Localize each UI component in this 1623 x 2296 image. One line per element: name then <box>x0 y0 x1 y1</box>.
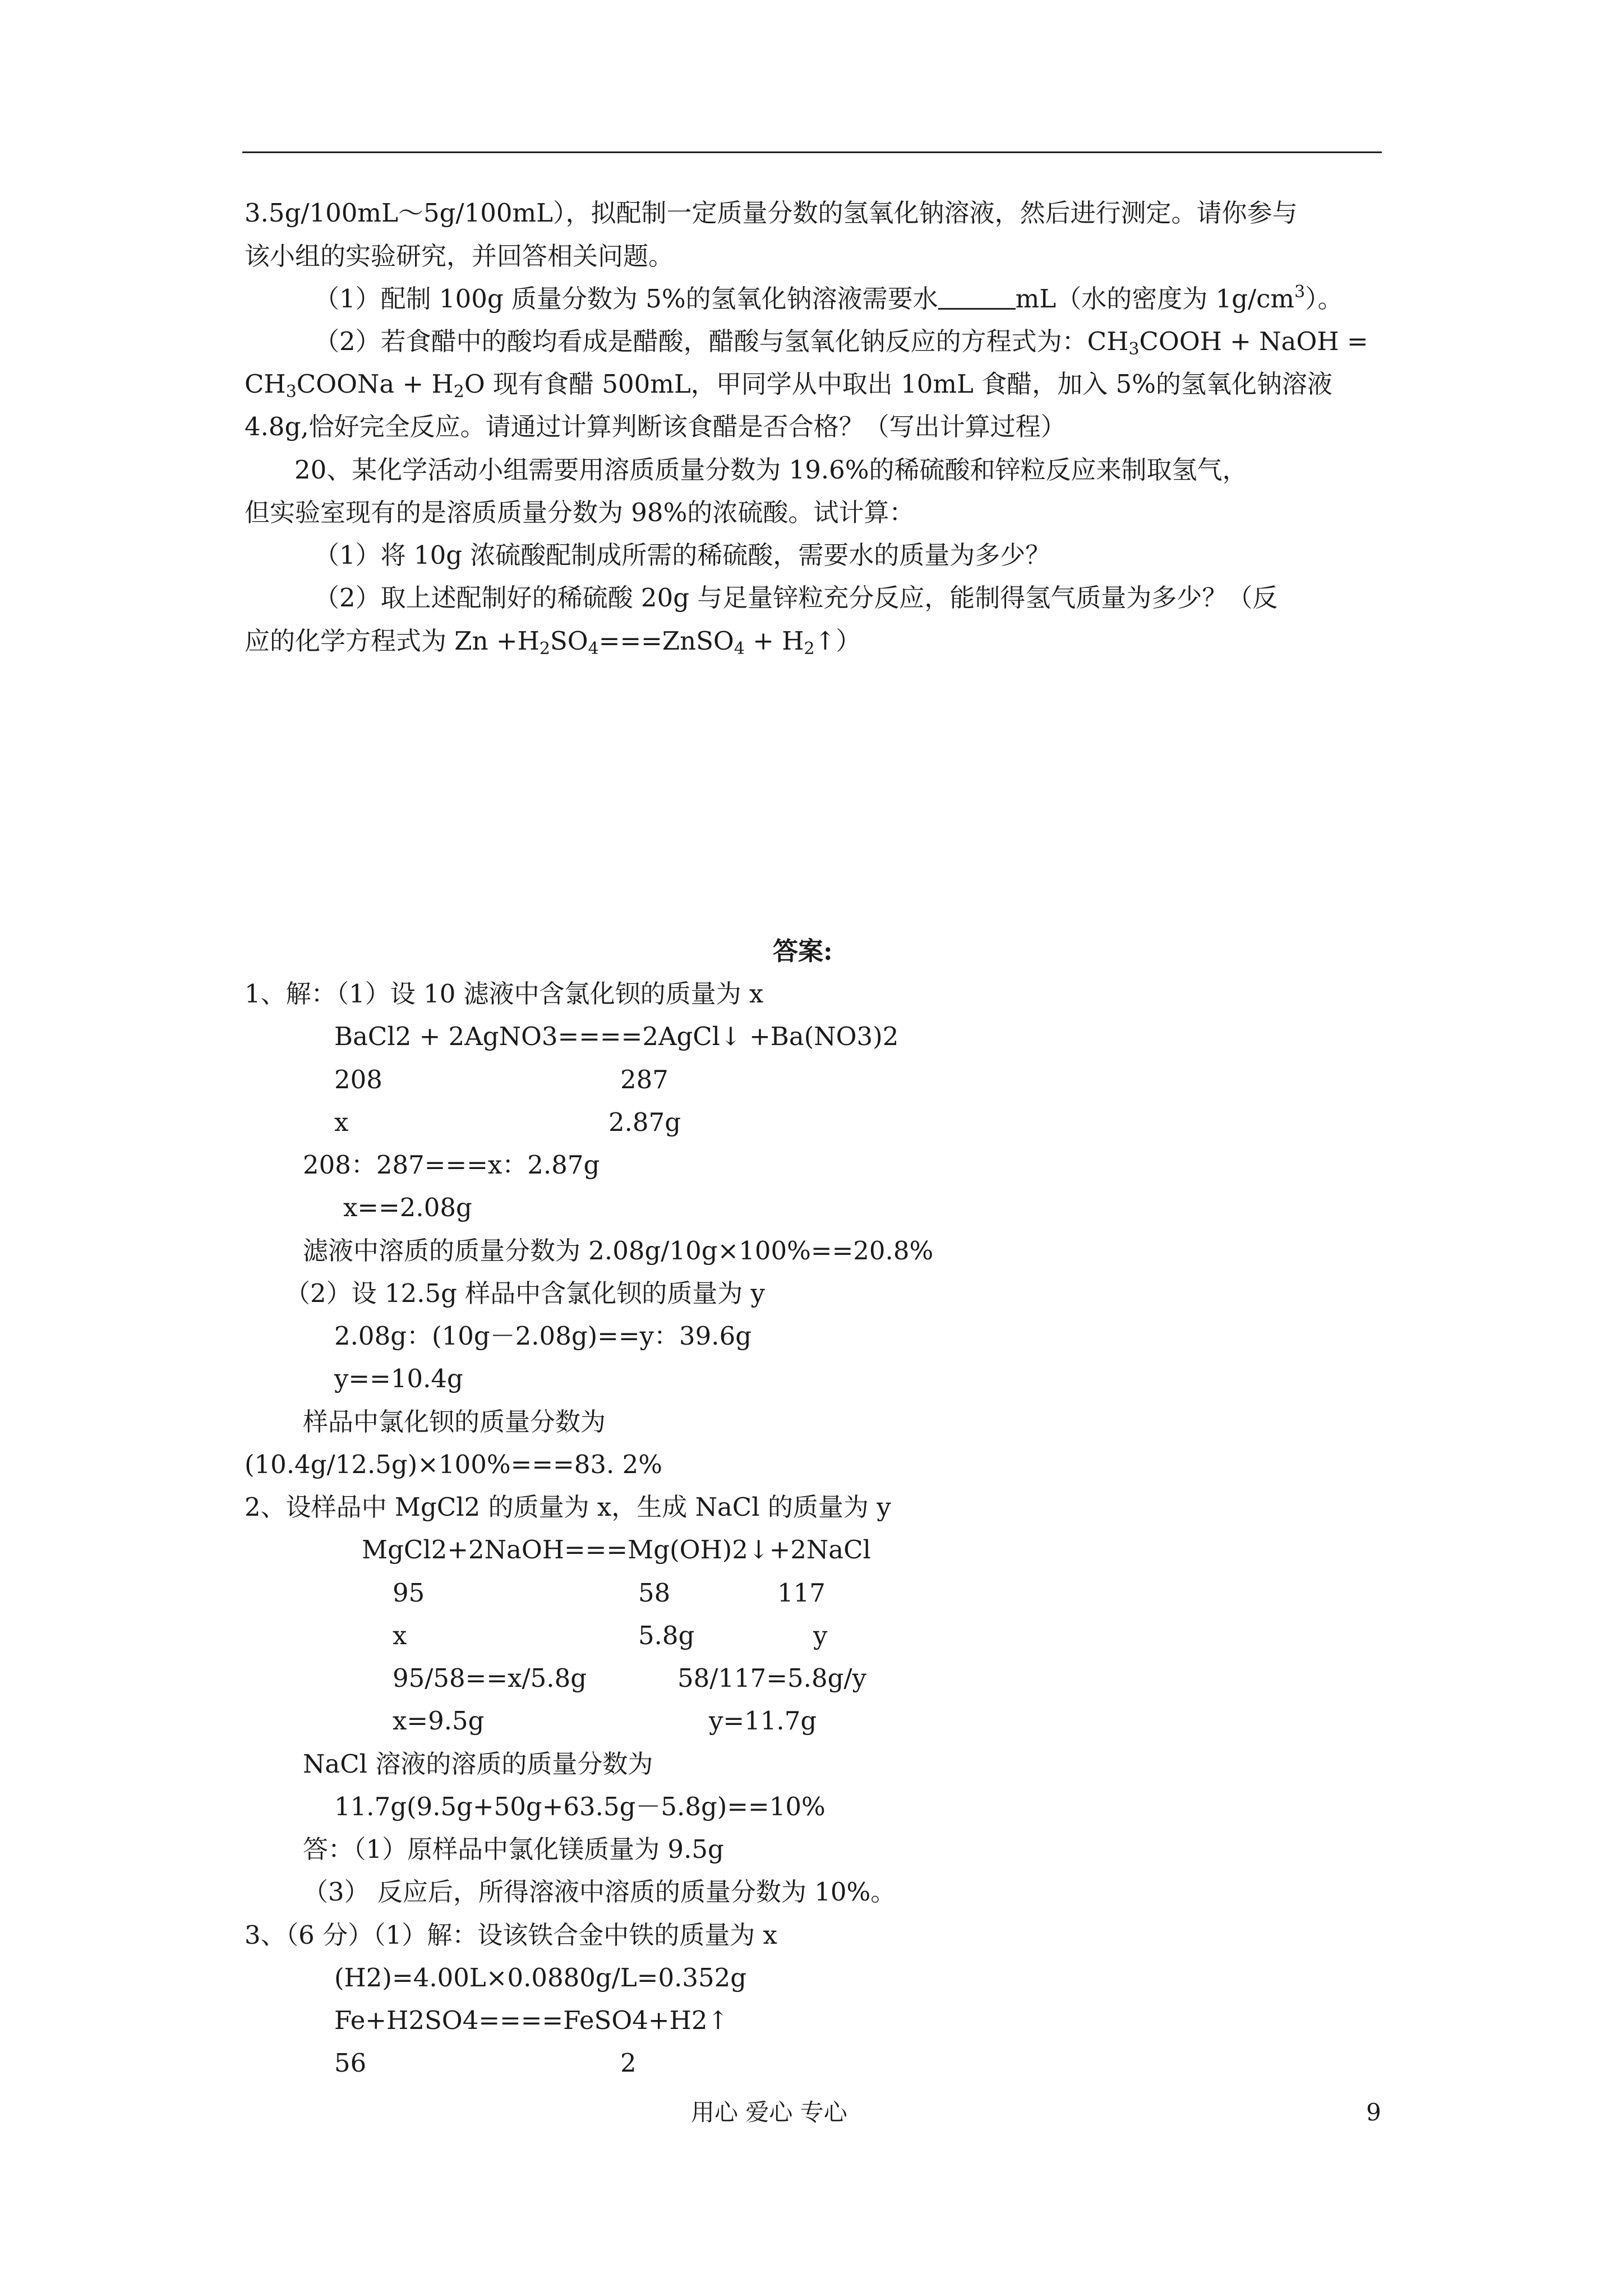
q20-eq-b: SO <box>550 626 588 656</box>
answer-3-mass-2: 2 <box>620 2048 637 2078</box>
answer-2-x: x=9.5g <box>393 1706 485 1736</box>
answer-1-result: (10.4g/12.5g)×100%===83. 2% <box>245 1450 663 1479</box>
answer-2-var-1: x <box>393 1621 407 1650</box>
question-part-2-line-2 <box>245 369 1332 400</box>
answers-heading: 答案: <box>773 936 833 966</box>
answer-1-fraction: 滤液中溶质的质量分数为 2.08g/10g×100%==20.8% <box>303 1236 934 1266</box>
answer-1-equation: BaCl2 + 2AgNO3====2AgCl↓ +Ba(NO3)2 <box>334 1022 899 1051</box>
answer-1-part-2-equation: 2.08g：(10g－2.08g)==y：39.6g <box>334 1321 752 1351</box>
q20-eq-sub3: 4 <box>734 639 745 659</box>
question-20-part-2: （2）取上述配制好的稀硫酸 20g 与足量锌粒充分反应，能制得氢气质量为多少？（反 <box>314 583 1278 613</box>
answer-1-ratio: 208：287===x：2.87g <box>303 1150 600 1180</box>
q20-eq-sub2: 4 <box>588 639 599 659</box>
q2-text-b3: O 现有食醋 500mL，甲同学从中取出 10mL 食醋，加入 5%的氢氧化钠溶液 <box>464 369 1332 399</box>
question-line-2: 该小组的实验研究，并回答相关问题。 <box>245 241 674 271</box>
question-20-equation <box>245 625 861 657</box>
answer-2-calc: 11.7g(9.5g+50g+63.5g－5.8g)==10% <box>334 1792 826 1821</box>
answer-1-mass-2: 287 <box>620 1065 668 1094</box>
answer-2-ratio-1: 95/58==x/5.8g <box>393 1663 587 1693</box>
q2-text-b1: CH <box>245 369 286 399</box>
q1-superscript: 3 <box>1294 282 1306 302</box>
answer-blank <box>938 287 1016 310</box>
question-20-line-1: 20、某化学活动小组需要用溶质质量分数为 19.6%的稀硫酸和锌粒反应来制取氢气， <box>294 455 1248 485</box>
answer-2-title: 2、设样品中 MgCl2 的质量为 x，生成 NaCl 的质量为 y <box>245 1492 891 1522</box>
q2-sub-b2: 2 <box>453 382 464 402</box>
q20-eq-sub4: 2 <box>804 639 815 659</box>
question-line-1: 3.5g/100mL～5g/100mL），拟配制一定质量分数的氢氧化钠溶液，然后进行测定。请你参与 <box>245 198 1298 228</box>
answer-2-conclusion-1: 答：（1）原样品中氯化镁质量为 9.5g <box>303 1834 724 1864</box>
question-part-2-line-3: 4.8g,恰好完全反应。请通过计算判断该食醋是否合格？（写出计算过程） <box>245 412 1066 441</box>
answer-1-x: x==2.08g <box>343 1193 472 1222</box>
answer-1-var-2: 2.87g <box>608 1107 681 1137</box>
q2-sub-a: 3 <box>1128 339 1140 359</box>
q1-end: ）。 <box>1305 284 1343 314</box>
answer-3-mass-1: 56 <box>334 2048 367 2078</box>
page-number: 9 <box>1366 2099 1381 2126</box>
footer-motto: 用心 爱心 专心 <box>691 2099 847 2126</box>
question-part-2-line-1 <box>314 326 1368 357</box>
answer-2-mass-1: 95 <box>393 1578 425 1608</box>
q1-text: （1）配制 100g 质量分数为 5%的氢氧化钠溶液需要水 <box>314 284 938 314</box>
answer-3-equation: Fe+H2SO4====FeSO4+H2↑ <box>334 2005 729 2035</box>
q2-text-b2: COONa + H <box>296 369 454 399</box>
q2-text-a: （2）若食醋中的酸均看成是醋酸，醋酸与氢氧化钠反应的方程式为：CH <box>314 326 1129 356</box>
answer-2-conclusion-3: （3） 反应后，所得溶液中溶质的质量分数为 10%。 <box>303 1877 896 1907</box>
answer-2-var-3: y <box>813 1621 828 1650</box>
answer-1-var-1: x <box>334 1107 349 1137</box>
answer-1-mass-1: 208 <box>334 1065 382 1094</box>
q20-eq-sub1: 2 <box>539 639 550 659</box>
question-20-line-2: 但实验室现有的是溶质质量分数为 98%的浓硫酸。试计算： <box>245 498 915 527</box>
answer-2-nacl: NaCl 溶液的溶质的质量分数为 <box>303 1749 653 1779</box>
header-rule <box>242 151 1382 153</box>
q20-eq-e: ↑） <box>814 626 861 656</box>
answer-2-mass-3: 117 <box>777 1578 826 1608</box>
q20-eq-a: 应的化学方程式为 Zn +H <box>245 626 540 656</box>
question-part-1 <box>314 283 1343 315</box>
answer-1-sample: 样品中氯化钡的质量分数为 <box>303 1407 606 1437</box>
q2-sub-b1: 3 <box>285 382 297 402</box>
question-20-part-1: （1）将 10g 浓硫酸配制成所需的稀硫酸，需要水的质量为多少？ <box>314 540 1051 570</box>
answer-2-equation: MgCl2+2NaOH===Mg(OH)2↓+2NaCl <box>362 1535 871 1565</box>
answer-1-part-2: （2）设 12.5g 样品中含氯化钡的质量为 y <box>285 1278 765 1308</box>
answer-3-title: 3、（6 分）（1）解：设该铁合金中铁的质量为 x <box>245 1920 777 1950</box>
answer-2-var-2: 5.8g <box>638 1621 695 1650</box>
q1-unit: mL（水的密度为 1g/cm <box>1015 284 1294 314</box>
answer-2-ratio-2: 58/117=5.8g/y <box>677 1663 866 1693</box>
answer-2-y: y=11.7g <box>709 1706 817 1736</box>
q20-eq-d: + H <box>744 626 804 656</box>
answer-3-h2: (H2)=4.00L×0.0880g/L=0.352g <box>334 1963 747 1993</box>
q2-text-a-tail: COOH + NaOH = <box>1139 326 1368 356</box>
answer-1-title: 1、解：（1）设 10 滤液中含氯化钡的质量为 x <box>245 979 764 1009</box>
q20-eq-c: ===ZnSO <box>598 626 734 656</box>
answer-1-y: y==10.4g <box>334 1364 463 1393</box>
answer-2-mass-2: 58 <box>638 1578 671 1608</box>
